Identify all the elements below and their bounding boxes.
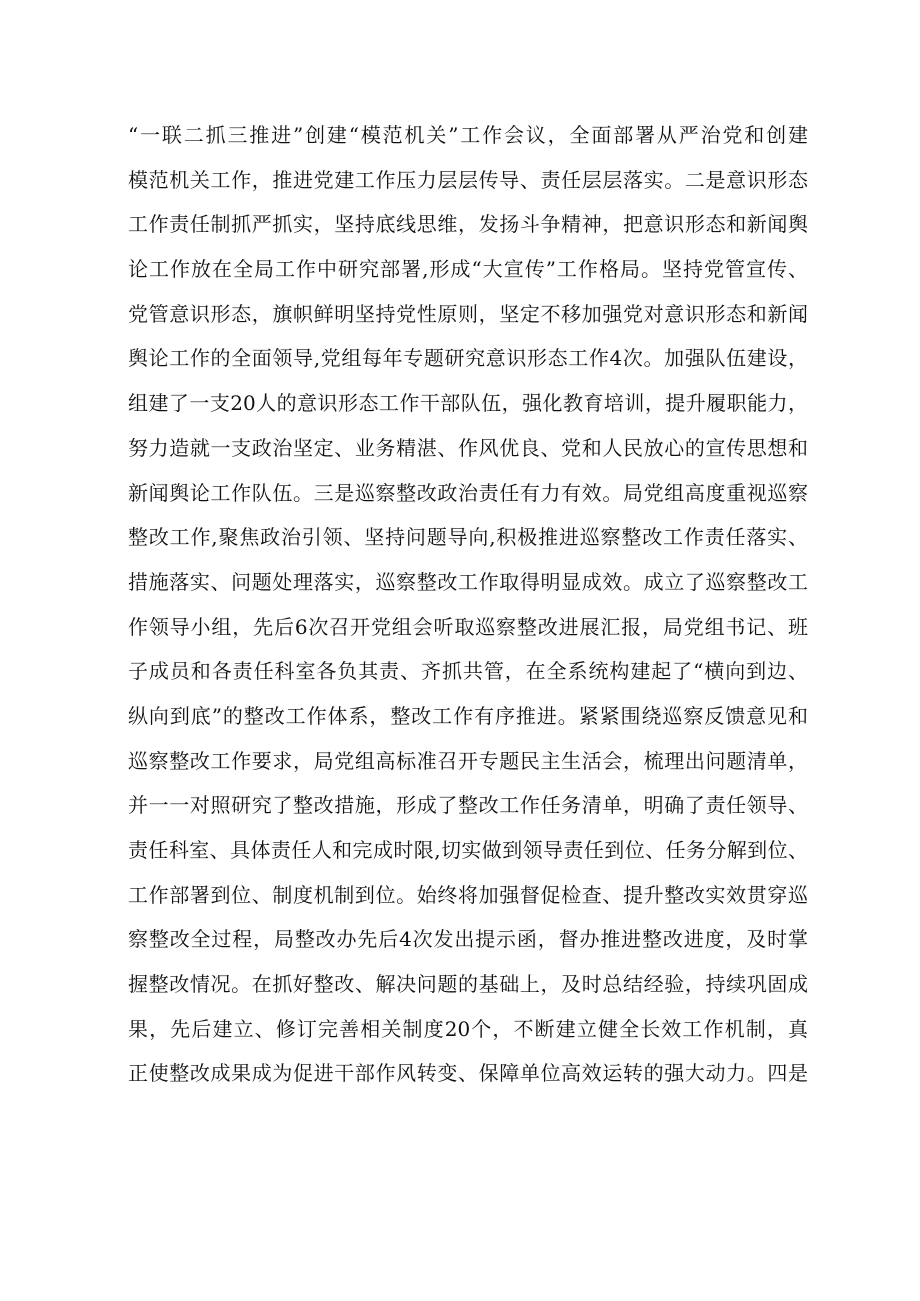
text-line: 工作责任制抓严抓实，坚持底线思维，发扬斗争精神，把意识形态和新闻舆 xyxy=(128,212,808,237)
text-line: 果，先后建立、修订完善相关制度20个，不断建立健全长效工作机制，真 xyxy=(128,1016,808,1041)
text-line: 舆论工作的全面领导,党组每年专题研究意识形态工作4次。加强队伍建设， xyxy=(128,346,808,371)
text-line: 纵向到底”的整改工作体系，整改工作有序推进。紧紧围绕巡察反馈意见和 xyxy=(128,703,808,728)
text-line: 巡察整改工作要求，局党组高标准召开专题民主生活会，梳理出问题清单， xyxy=(128,748,808,773)
text-line: 察整改全过程，局整改办先后4次发出提示函，督办推进整改进度，及时掌 xyxy=(128,927,808,952)
text-line: 措施落实、问题处理落实，巡察整改工作取得明显成效。成立了巡察整改工 xyxy=(128,569,808,594)
text-line: 并一一对照研究了整改措施，形成了整改工作任务清单，明确了责任领导、 xyxy=(128,793,808,818)
text-line: 正使整改成果成为促进干部作风转变、保障单位高效运转的强大动力。四是 xyxy=(128,1061,808,1086)
text-line: 新闻舆论工作队伍。三是巡察整改政治责任有力有效。局党组高度重视巡察 xyxy=(128,480,808,505)
text-line: 论工作放在全局工作中研究部署,形成“大宣传”工作格局。坚持党管宣传、 xyxy=(128,257,808,282)
text-line: 努力造就一支政治坚定、业务精湛、作风优良、党和人民放心的宣传思想和 xyxy=(128,435,808,460)
text-line: 党管意识形态，旗帜鲜明坚持党性原则，坚定不移加强党对意识形态和新闻 xyxy=(128,301,808,326)
text-line: 责任科室、具体责任人和完成时限,切实做到领导责任到位、任务分解到位、 xyxy=(128,838,808,862)
text-line: 作领导小组，先后6次召开党组会听取巡察整改进展汇报，局党组书记、班 xyxy=(128,614,808,639)
text-line: 模范机关工作，推进党建工作压力层层传导、责任层层落实。二是意识形态 xyxy=(128,167,808,192)
text-line: 整改工作,聚焦政治引领、坚持问题导向,积极推进巡察整改工作责任落实、 xyxy=(128,525,808,550)
text-line: 工作部署到位、制度机制到位。始终将加强督促检查、提升整改实效贯穿巡 xyxy=(128,882,808,907)
body-paragraph xyxy=(128,113,808,1096)
text-line: 握整改情况。在抓好整改、解决问题的基础上，及时总结经验，持续巩固成 xyxy=(128,972,808,997)
text-line: 子成员和各责任科室各负其责、齐抓共管，在全系统构建起了“横向到边、 xyxy=(128,659,808,684)
text-line: “一联二抓三推进”创建“模范机关”工作会议，全面部署从严治党和创建 xyxy=(128,123,808,147)
text-line: 组建了一支20人的意识形态工作干部队伍，强化教育培训，提升履职能力， xyxy=(128,391,808,416)
